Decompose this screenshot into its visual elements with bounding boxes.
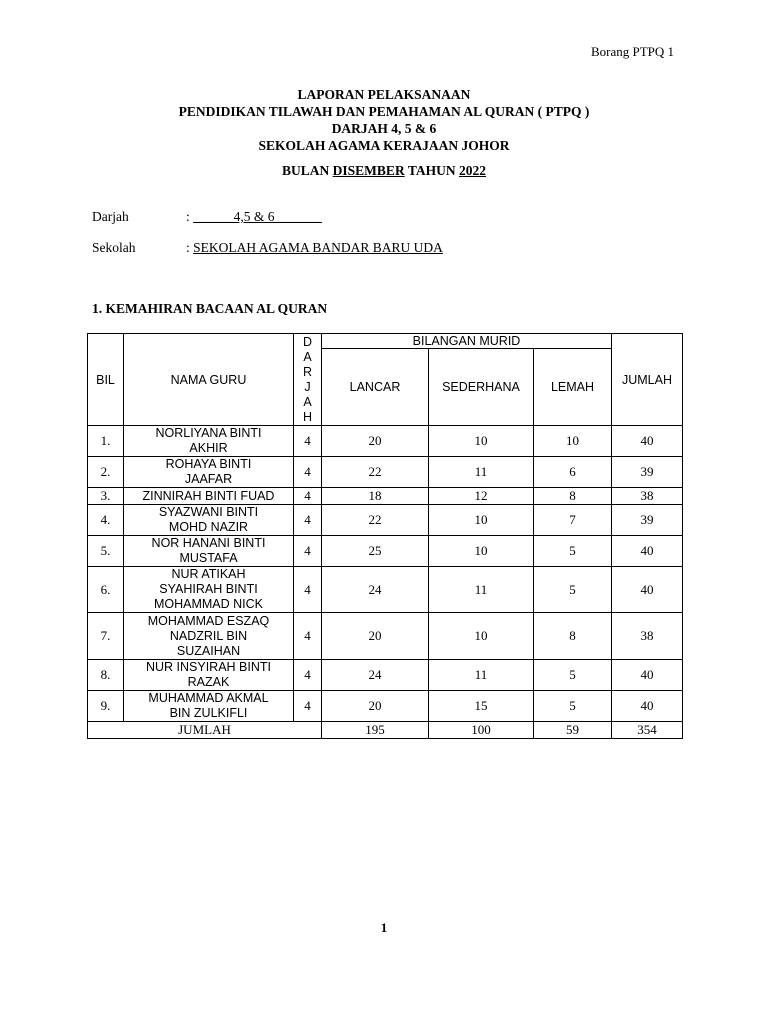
- cell-nama-guru: [124, 613, 294, 660]
- teacher-name-line: MUHAMMAD AKMAL: [148, 691, 269, 705]
- teacher-name-line: SYAZWANI BINTI: [158, 505, 259, 519]
- cell-sederhana: 10: [429, 613, 534, 660]
- header-sederhana: SEDERHANA: [429, 349, 534, 426]
- darjah-letter: D: [302, 334, 313, 349]
- cell-darjah: 4: [294, 536, 322, 567]
- teacher-name-line: SYAHIRAH BINTI: [159, 582, 258, 596]
- cell-darjah: 4: [294, 505, 322, 536]
- cell-sederhana: 11: [429, 457, 534, 488]
- reading-skill-table: [87, 333, 683, 739]
- cell-lemah: 5: [534, 567, 612, 613]
- table-row: [88, 567, 683, 613]
- darjah-colon: :: [186, 209, 194, 224]
- title-line-4: SEKOLAH AGAMA KERAJAAN JOHOR: [258, 138, 510, 153]
- table-row: [88, 426, 683, 457]
- cell-lancar: 20: [322, 613, 429, 660]
- teacher-name-line: NUR ATIKAH: [171, 567, 246, 581]
- cell-sederhana: 15: [429, 691, 534, 722]
- teacher-name-line: AKHIR: [189, 441, 228, 455]
- table-row: [88, 536, 683, 567]
- report-title: [0, 86, 768, 154]
- cell-lancar: 22: [322, 505, 429, 536]
- title-line-1: LAPORAN PELAKSANAAN: [297, 87, 471, 102]
- form-code: Borang PTPQ 1: [590, 44, 674, 59]
- cell-lancar: 24: [322, 660, 429, 691]
- cell-lemah: 6: [534, 457, 612, 488]
- cell-nama-guru: [124, 457, 294, 488]
- cell-lancar: 20: [322, 691, 429, 722]
- table-row: [88, 660, 683, 691]
- table-row: [88, 505, 683, 536]
- cell-jumlah: 40: [612, 691, 683, 722]
- total-lancar: 195: [322, 722, 429, 739]
- table-row: [88, 691, 683, 722]
- darjah-letter: J: [304, 379, 311, 394]
- sekolah-colon: :: [186, 240, 194, 255]
- header-nama-guru: NAMA GURU: [124, 334, 294, 426]
- table-row: [88, 488, 683, 505]
- cell-sederhana: 10: [429, 426, 534, 457]
- teacher-name-line: ROHAYA BINTI: [165, 457, 252, 471]
- cell-lancar: 25: [322, 536, 429, 567]
- cell-lancar: 20: [322, 426, 429, 457]
- cell-lemah: 8: [534, 613, 612, 660]
- teacher-name-line: MOHAMMAD ESZAQ: [147, 613, 270, 628]
- cell-darjah: 4: [294, 457, 322, 488]
- teacher-name-line: JAAFAR: [184, 472, 233, 486]
- cell-bil: 3.: [88, 488, 124, 505]
- teacher-name-line: MUSTAFA: [179, 551, 238, 565]
- teacher-name-line: BIN ZULKIFLI: [169, 706, 248, 720]
- cell-darjah: 4: [294, 613, 322, 660]
- total-row: [88, 722, 683, 739]
- total-label: JUMLAH: [88, 722, 322, 739]
- teacher-name-line: NORLIYANA BINTI: [155, 426, 262, 440]
- sekolah-label: Sekolah: [92, 240, 136, 255]
- darjah-letter: A: [303, 394, 312, 409]
- title-line-2: PENDIDIKAN TILAWAH DAN PEMAHAMAN AL QURAN ( PTPQ ): [178, 104, 590, 119]
- cell-bil: 9.: [88, 691, 124, 722]
- teacher-name-line: MOHAMMAD NICK: [153, 597, 264, 611]
- darjah-letter: A: [303, 349, 312, 364]
- cell-sederhana: 11: [429, 567, 534, 613]
- month-value: DISEMBER: [332, 163, 405, 178]
- total-lemah: 59: [534, 722, 612, 739]
- darjah-field: [92, 209, 322, 225]
- page-number: 1: [380, 920, 388, 935]
- cell-lancar: 24: [322, 567, 429, 613]
- cell-jumlah: 39: [612, 505, 683, 536]
- teacher-name-line: NUR INSYIRAH BINTI: [145, 660, 271, 674]
- header-jumlah: JUMLAH: [612, 334, 683, 426]
- cell-darjah: 4: [294, 426, 322, 457]
- cell-bil: 5.: [88, 536, 124, 567]
- cell-jumlah: 40: [612, 536, 683, 567]
- cell-lancar: 18: [322, 488, 429, 505]
- total-jumlah: 354: [612, 722, 683, 739]
- cell-darjah: 4: [294, 567, 322, 613]
- cell-lemah: 10: [534, 426, 612, 457]
- table-row: [88, 457, 683, 488]
- cell-jumlah: 38: [612, 488, 683, 505]
- teacher-name-line: NADZRIL BIN: [169, 628, 248, 643]
- darjah-value: ______4,5 & 6_______: [193, 209, 322, 224]
- teacher-name-line: RAZAK: [187, 675, 230, 689]
- cell-bil: 6.: [88, 567, 124, 613]
- month-year-line: [0, 163, 768, 179]
- cell-nama-guru: [124, 567, 294, 613]
- cell-bil: 4.: [88, 505, 124, 536]
- cell-jumlah: 39: [612, 457, 683, 488]
- year-value: 2022: [458, 163, 486, 178]
- cell-darjah: 4: [294, 660, 322, 691]
- teacher-name-line: NOR HANANI BINTI: [151, 536, 266, 550]
- cell-bil: 7.: [88, 613, 124, 660]
- bulan-label: BULAN: [282, 163, 333, 178]
- cell-jumlah: 40: [612, 660, 683, 691]
- cell-lemah: 5: [534, 536, 612, 567]
- cell-bil: 1.: [88, 426, 124, 457]
- cell-darjah: 4: [294, 488, 322, 505]
- cell-nama-guru: [124, 691, 294, 722]
- teacher-name-line: SUZAIHAN: [176, 643, 241, 658]
- teacher-name-line: ZINNIRAH BINTI FUAD: [142, 488, 275, 503]
- header-bilangan-murid: BILANGAN MURID: [322, 334, 612, 349]
- cell-bil: 8.: [88, 660, 124, 691]
- cell-darjah: 4: [294, 691, 322, 722]
- tahun-label: TAHUN: [404, 163, 459, 178]
- header-lancar: LANCAR: [322, 349, 429, 426]
- cell-lemah: 5: [534, 691, 612, 722]
- table-row: [88, 613, 683, 660]
- header-lemah: LEMAH: [534, 349, 612, 426]
- section-title: 1. KEMAHIRAN BACAAN AL QURAN: [92, 301, 328, 316]
- title-line-3: DARJAH 4, 5 & 6: [331, 121, 437, 136]
- darjah-letter: R: [302, 364, 313, 379]
- sekolah-value: SEKOLAH AGAMA BANDAR BARU UDA: [193, 240, 443, 255]
- cell-sederhana: 10: [429, 536, 534, 567]
- darjah-label: Darjah: [92, 209, 129, 224]
- cell-nama-guru: [124, 426, 294, 457]
- cell-nama-guru: [124, 660, 294, 691]
- teacher-name-line: MOHD NAZIR: [168, 520, 249, 534]
- cell-jumlah: 40: [612, 426, 683, 457]
- cell-jumlah: 40: [612, 567, 683, 613]
- cell-sederhana: 12: [429, 488, 534, 505]
- cell-nama-guru: [124, 488, 294, 505]
- cell-lancar: 22: [322, 457, 429, 488]
- cell-lemah: 7: [534, 505, 612, 536]
- cell-nama-guru: [124, 536, 294, 567]
- cell-bil: 2.: [88, 457, 124, 488]
- darjah-letter: H: [302, 409, 313, 424]
- cell-nama-guru: [124, 505, 294, 536]
- header-darjah: [294, 334, 322, 426]
- cell-lemah: 5: [534, 660, 612, 691]
- header-bil: BIL: [88, 334, 124, 426]
- total-sederhana: 100: [429, 722, 534, 739]
- sekolah-field: [92, 240, 443, 256]
- cell-lemah: 8: [534, 488, 612, 505]
- cell-jumlah: 38: [612, 613, 683, 660]
- cell-sederhana: 11: [429, 660, 534, 691]
- cell-sederhana: 10: [429, 505, 534, 536]
